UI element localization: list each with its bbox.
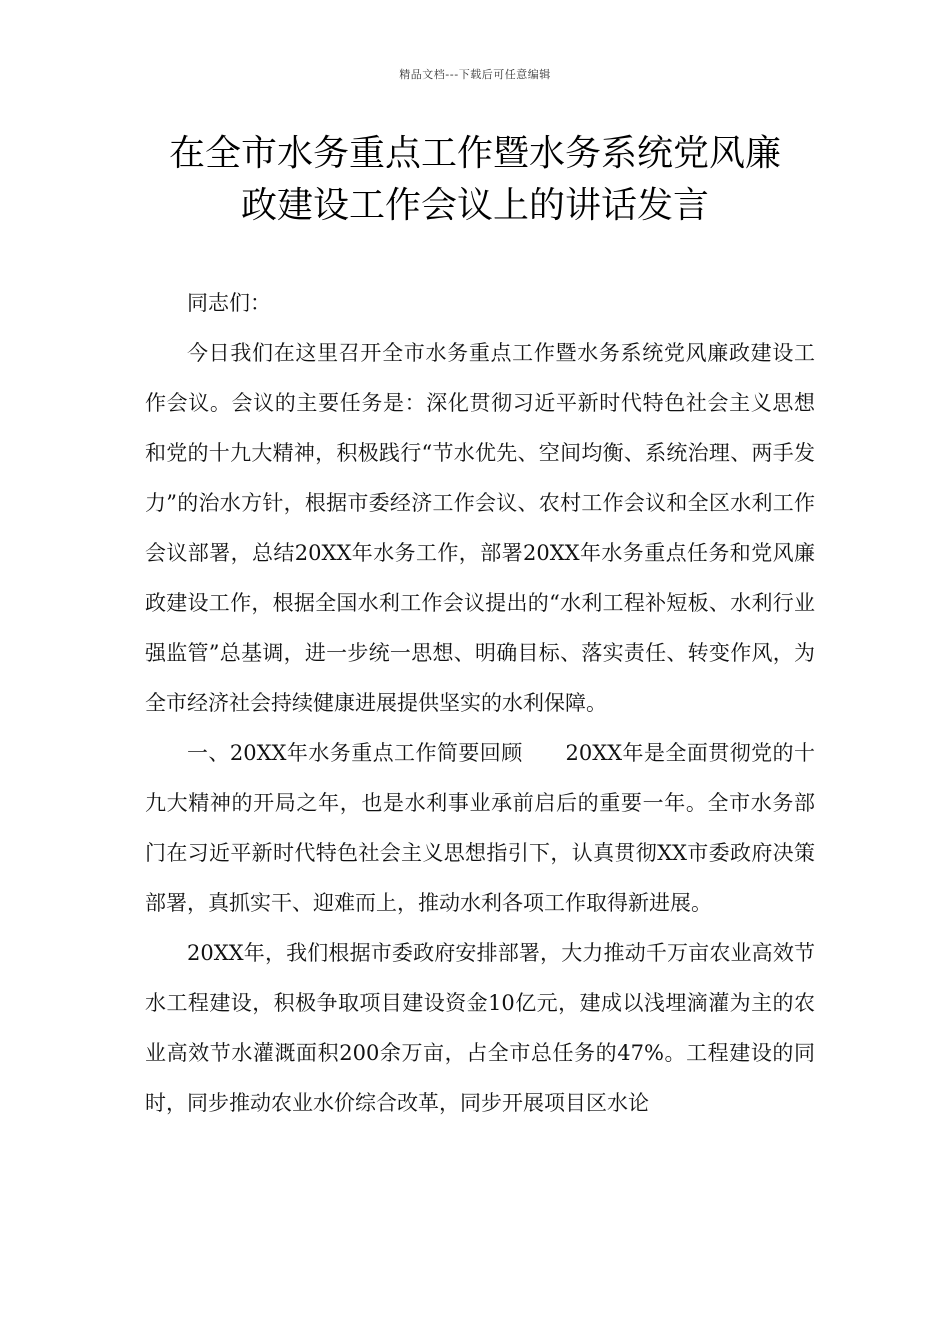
header-note: 精品文档---下载后可任意编辑	[399, 68, 551, 81]
title-line-2: 政建设工作会议上的讲话发言	[240, 185, 709, 226]
page-title	[100, 128, 850, 232]
title-line-1: 在全市水务重点工作暨水务系统党风廉	[168, 133, 781, 174]
salutation: 同志们：	[187, 291, 271, 315]
document-body	[145, 278, 815, 1128]
paragraph-1: 今日我们在这里召开全市水务重点工作暨水务系统党风廉政建设工作会议。会议的主要任务是：深化贯彻习近平新时代特色社会主义思想和党的十九大精神，积极践行“节水优先、空间均衡、系统治理、两手发力”的治水方针，根据市委经济工作会议、农村工作会议和全区水利工作会议部署，总结20XX年水务工作，部署20XX年水务重点任务和党风廉政建设工作，根据全国水利工作会议提出的“水利工程补短板、水利行业强监管”总基调，进一步统一思想、明确目标、落实责任、转变作风，为全市经济社会持续健康进展提供坚实的水利保障。	[145, 341, 815, 715]
paragraph-3: 20XX年，我们根据市委政府安排部署，大力推动千万亩农业高效节水工程建设，积极争取项目建设资金10亿元，建成以浅埋滴灌为主的农业高效节水灌溉面积200余万亩，占全市总任务的47%。工程建设的同时，同步推动农业水价综合改革，同步开展项目区水论	[145, 941, 815, 1115]
paragraph-2: 一、20XX年水务重点工作简要回顾 20XX年是全面贯彻党的十九大精神的开局之年，也是水利事业承前启后的重要一年。全市水务部门在习近平新时代特色社会主义思想指引下，认真贯彻XX市委政府决策部署，真抓实干、迎难而上，推动水利各项工作取得新进展。	[145, 741, 815, 915]
